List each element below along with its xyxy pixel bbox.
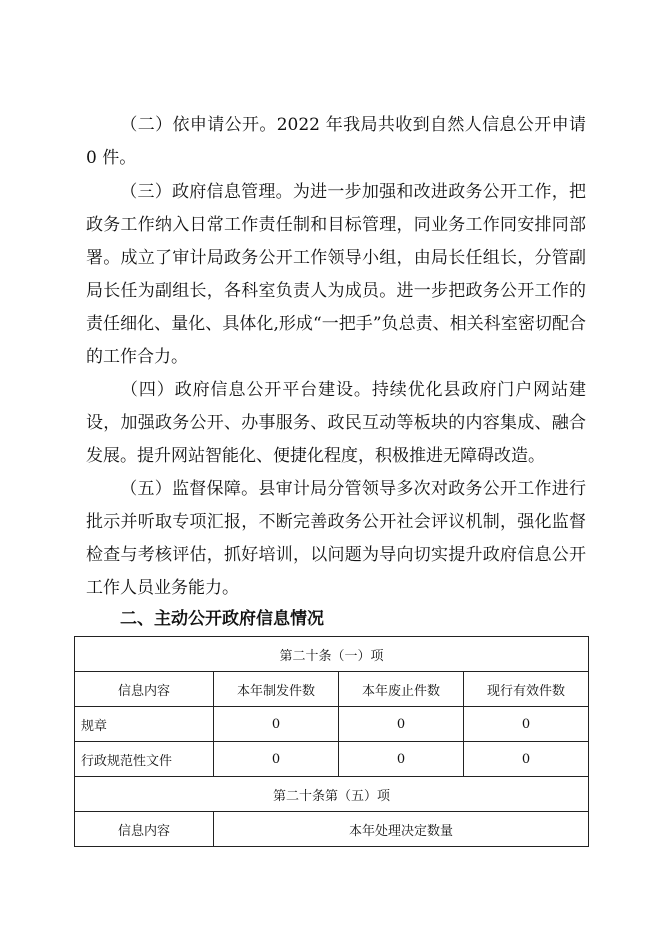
table-row (75, 742, 589, 777)
table-cell: 0 (464, 742, 589, 777)
table-cell: 0 (464, 707, 589, 742)
column-header: 本年制发件数 (214, 672, 339, 707)
table-cell: 0 (339, 742, 464, 777)
table-section-title: 第二十条第（五）项 (75, 777, 589, 812)
table-cell-label: 规章 (75, 707, 214, 742)
column-header: 本年处理决定数量 (214, 812, 589, 847)
table-cell: 0 (214, 707, 339, 742)
table-cell: 0 (339, 707, 464, 742)
paragraph-platform-construction (86, 374, 586, 473)
disclosure-table (74, 636, 589, 847)
table-cell: 0 (214, 742, 339, 777)
table-section-row (75, 637, 589, 672)
section-heading: 二、主动公开政府信息情况 (120, 609, 324, 629)
table-header-row (75, 812, 589, 847)
table-section-row (75, 777, 589, 812)
column-header: 现行有效件数 (464, 672, 589, 707)
paragraph-text: （二）依申请公开。2022 年我局共收到自然人信息公开申请 0 件。 (86, 115, 586, 168)
table-section-title: 第二十条（一）项 (75, 637, 589, 672)
paragraph-info-management (86, 176, 586, 374)
table-header-row (75, 672, 589, 707)
table-row (75, 707, 589, 742)
table-cell-label: 行政规范性文件 (75, 742, 214, 777)
paragraph-text: （四）政府信息公开平台建设。持续优化县政府门户网站建设，加强政务公开、办事服务、政民互动等板块的内容集成、融合发展。提升网站智能化、便捷化程度，积极推进无障碍改造。 (86, 380, 586, 466)
column-header: 信息内容 (75, 672, 214, 707)
paragraph-text: （五）监督保障。县审计局分管领导多次对政务公开工作进行批示并听取专项汇报，不断完善政务公开社会评议机制，强化监督检查与考核评估，抓好培训，以问题为导向切实提升政府信息公开工作人员业务能力。 (86, 479, 586, 598)
paragraph-text: （三）政府信息管理。为进一步加强和改进政务公开工作，把政务工作纳入日常工作责任制和目标管理，同业务工作同安排同部署。成立了审计局政务公开工作领导小组，由局长任组长，分管副局长任为副组长，各科室负责人为成员。进一步把政务公开工作的责任细化、量化、具体化,形成“一把手”负总责、相关科室密切配合的工作合力。 (86, 182, 586, 367)
column-header: 信息内容 (75, 812, 214, 847)
paragraph-supervision (86, 473, 586, 605)
column-header: 本年废止件数 (339, 672, 464, 707)
paragraph-application-disclosure (86, 109, 586, 175)
